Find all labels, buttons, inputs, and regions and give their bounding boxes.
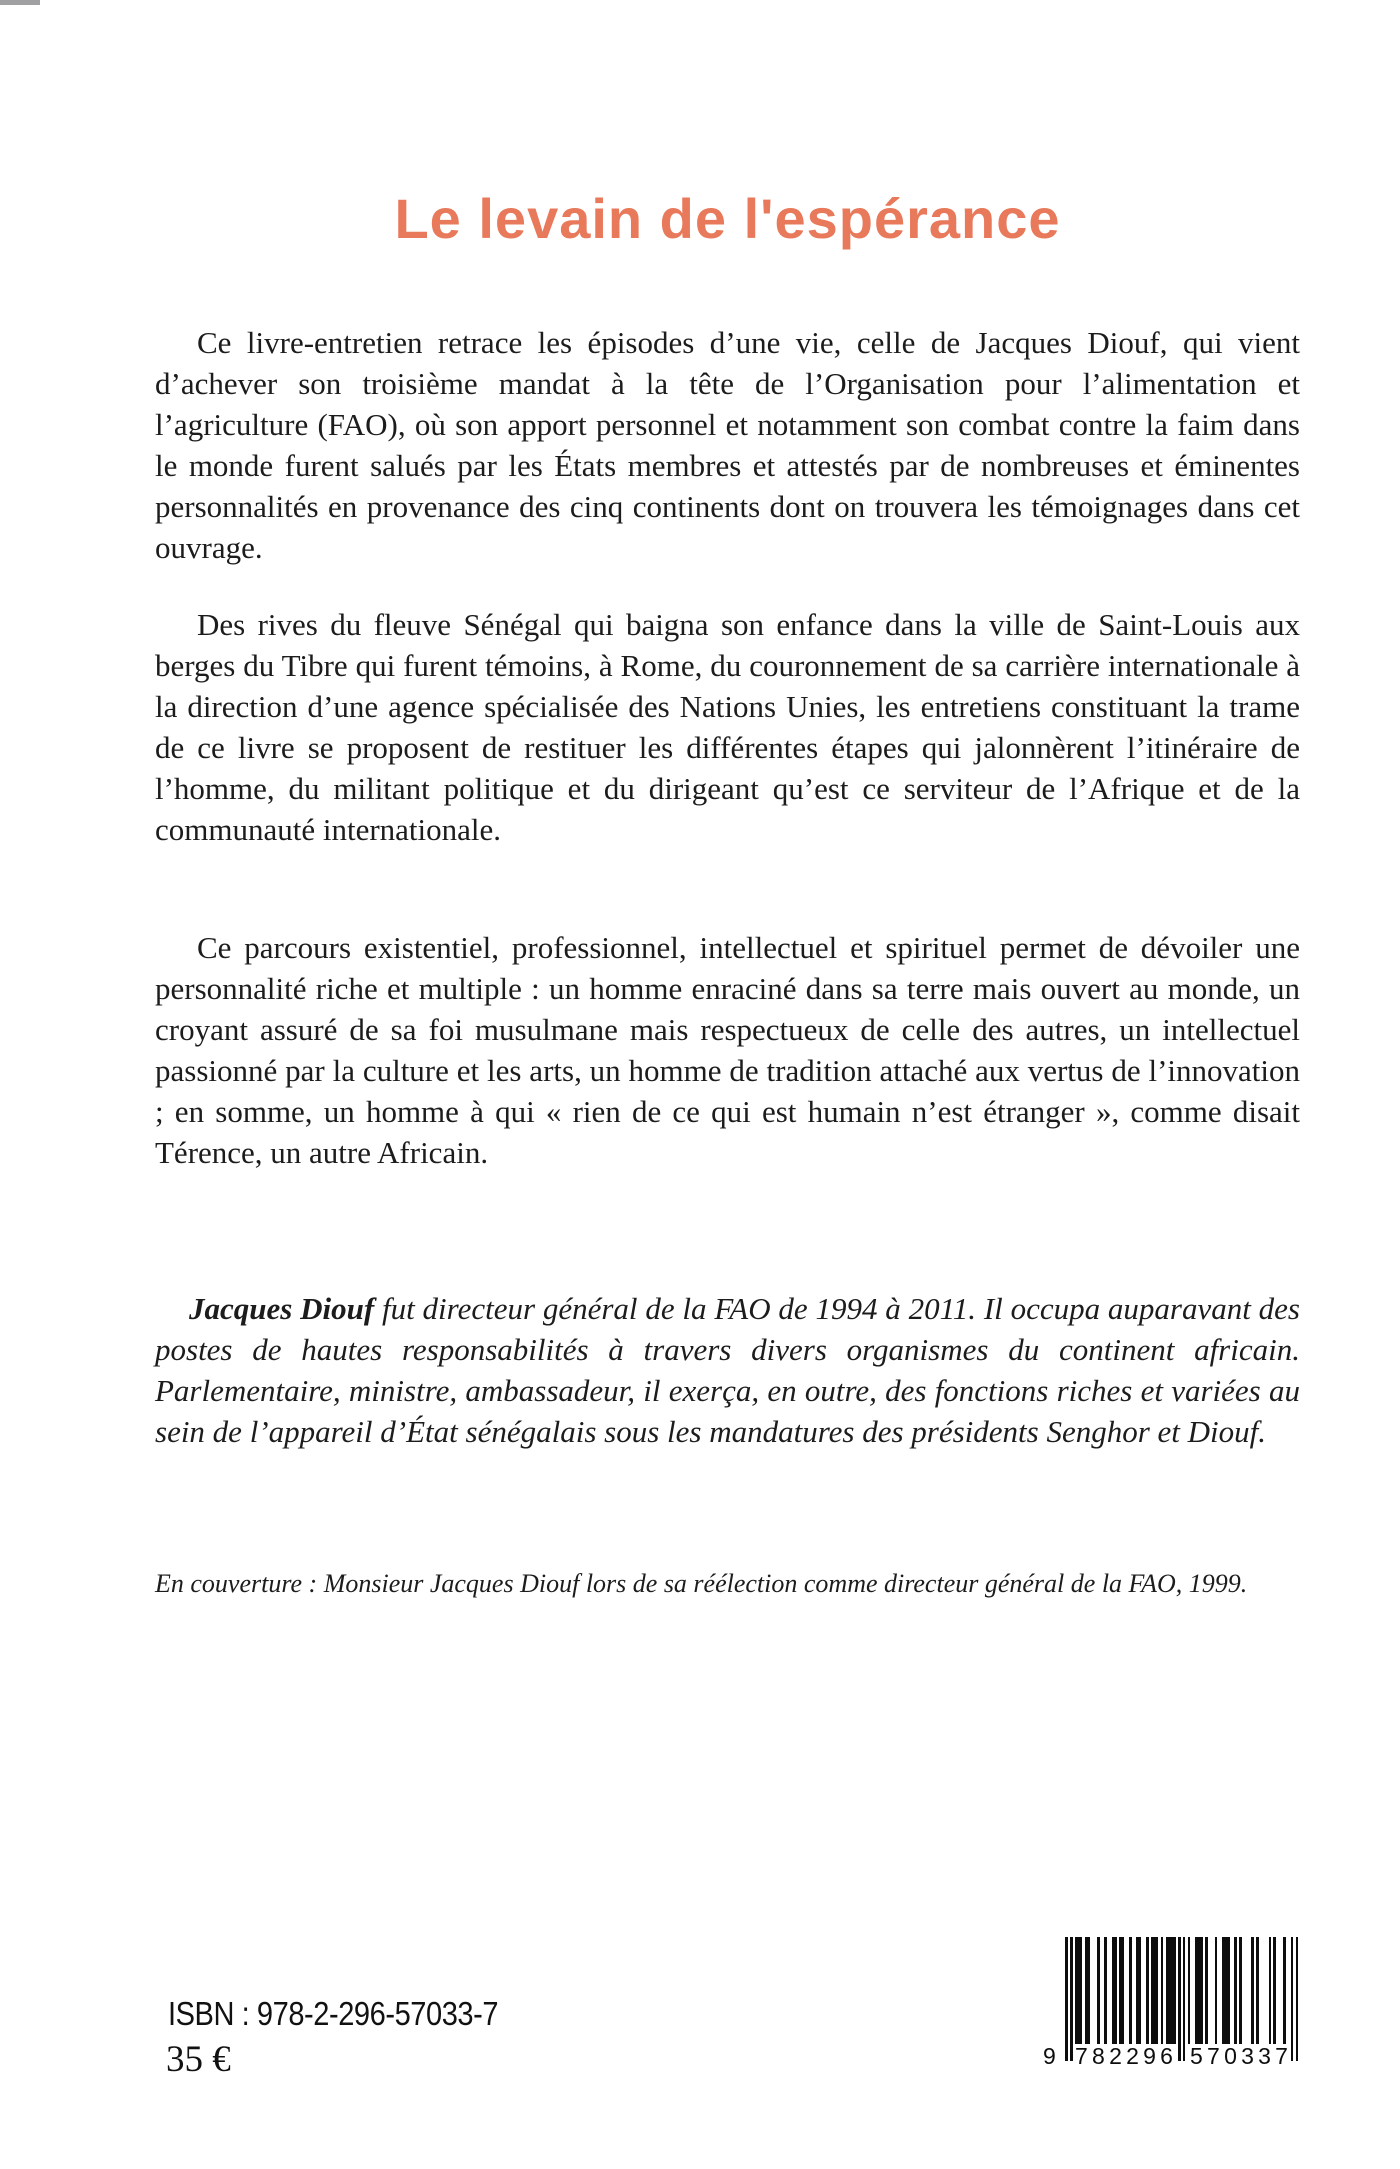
barcode-digit: 2 [1126,2043,1139,2069]
paragraph-text: Ce livre-entretien retrace les épisodes d’une vie, celle de Jacques Diouf, qui vient d’achever son troisième mandat à la tête de l’Organisation pour l’alimentation et l’agriculture (FAO), où son apport personnel et notamment son combat contre la faim dans le monde furent salués par les États membres et attestés par de nombreuses et éminentes personnalités en provenance des cinq continents dont on trouvera les témoignages dans cet ouvrage. [155,325,1300,565]
bio-text [155,1288,1300,1452]
scan-artifact [0,0,40,5]
barcode-digit: 9 [1143,2043,1156,2069]
barcode-digit: 3 [1241,2043,1254,2069]
barcode-digit: 2 [1109,2043,1122,2069]
barcode-digit: 0 [1224,2043,1237,2069]
paragraph-text: Ce parcours existentiel, professionnel, intellectuel et spirituel permet de dévoiler une personnalité riche et multiple : un homme enraciné dans sa terre mais ouvert au monde, un croyant assuré de sa foi musulmane mais respectueux de celle des autres, un intellectuel passionné par la culture et les arts, un homme de tradition attaché aux vertus de l’innovation ; en somme, un homme à qui « rien de ce qui est humain n’est étranger », comme disait Térence, un autre Africain. [155,930,1300,1170]
barcode-digit: 5 [1190,2043,1203,2069]
synopsis-paragraph-1 [155,322,1300,568]
author-bio [155,1288,1300,1452]
barcode-digit: 3 [1258,2043,1271,2069]
barcode-digit: 8 [1092,2043,1105,2069]
barcode-digits-right [1190,2043,1288,2070]
barcode-digit: 7 [1207,2043,1220,2069]
barcode-digit-lead: 9 [1043,2043,1056,2069]
paragraph-text: Des rives du fleuve Sénégal qui baigna son enfance dans la ville de Saint-Louis aux berges du Tibre qui furent témoins, à Rome, du couronnement de sa carrière internationale à la direction d’une agence spécialisée des Nations Unies, les entretiens constituant la trame de ce livre se proposent de restituer les différentes étapes qui jalonnèrent l’itinéraire de l’homme, du militant politique et du dirigeant qu’est ce serviteur de l’Afrique et de la communauté internationale. [155,607,1300,847]
synopsis-paragraph-2 [155,604,1300,850]
price-text: 35 € [166,2039,231,2080]
barcode-digits-left [1075,2043,1173,2070]
barcode-digit: 7 [1075,2043,1088,2069]
cover-photo-credit: En couverture : Monsieur Jacques Diouf lors de sa réélection comme directeur général de la FAO, 1999. [155,1569,1248,1598]
barcode-digit: 7 [1275,2043,1288,2069]
barcode-digit: 6 [1160,2043,1173,2069]
author-name: Jacques Diouf [189,1291,375,1326]
isbn-text: ISBN : 978-2-296-57033-7 [168,1995,499,2032]
book-title: Le levain de l'espérance [394,187,1061,250]
synopsis-paragraph-3 [155,927,1300,1173]
bio-rest: fut directeur général de la FAO de 1994 à 2011. Il occupa auparavant des postes de hautes responsabilités à travers divers organismes du continent africain. Parlementaire, ministre, ambassadeur, il exerça, en outre, des fonctions riches et variées au sein de l’appareil d’État sénégalais sous les mandatures des présidents Senghor et Diouf. [155,1291,1300,1449]
ean13-barcode [1043,1937,1298,2075]
